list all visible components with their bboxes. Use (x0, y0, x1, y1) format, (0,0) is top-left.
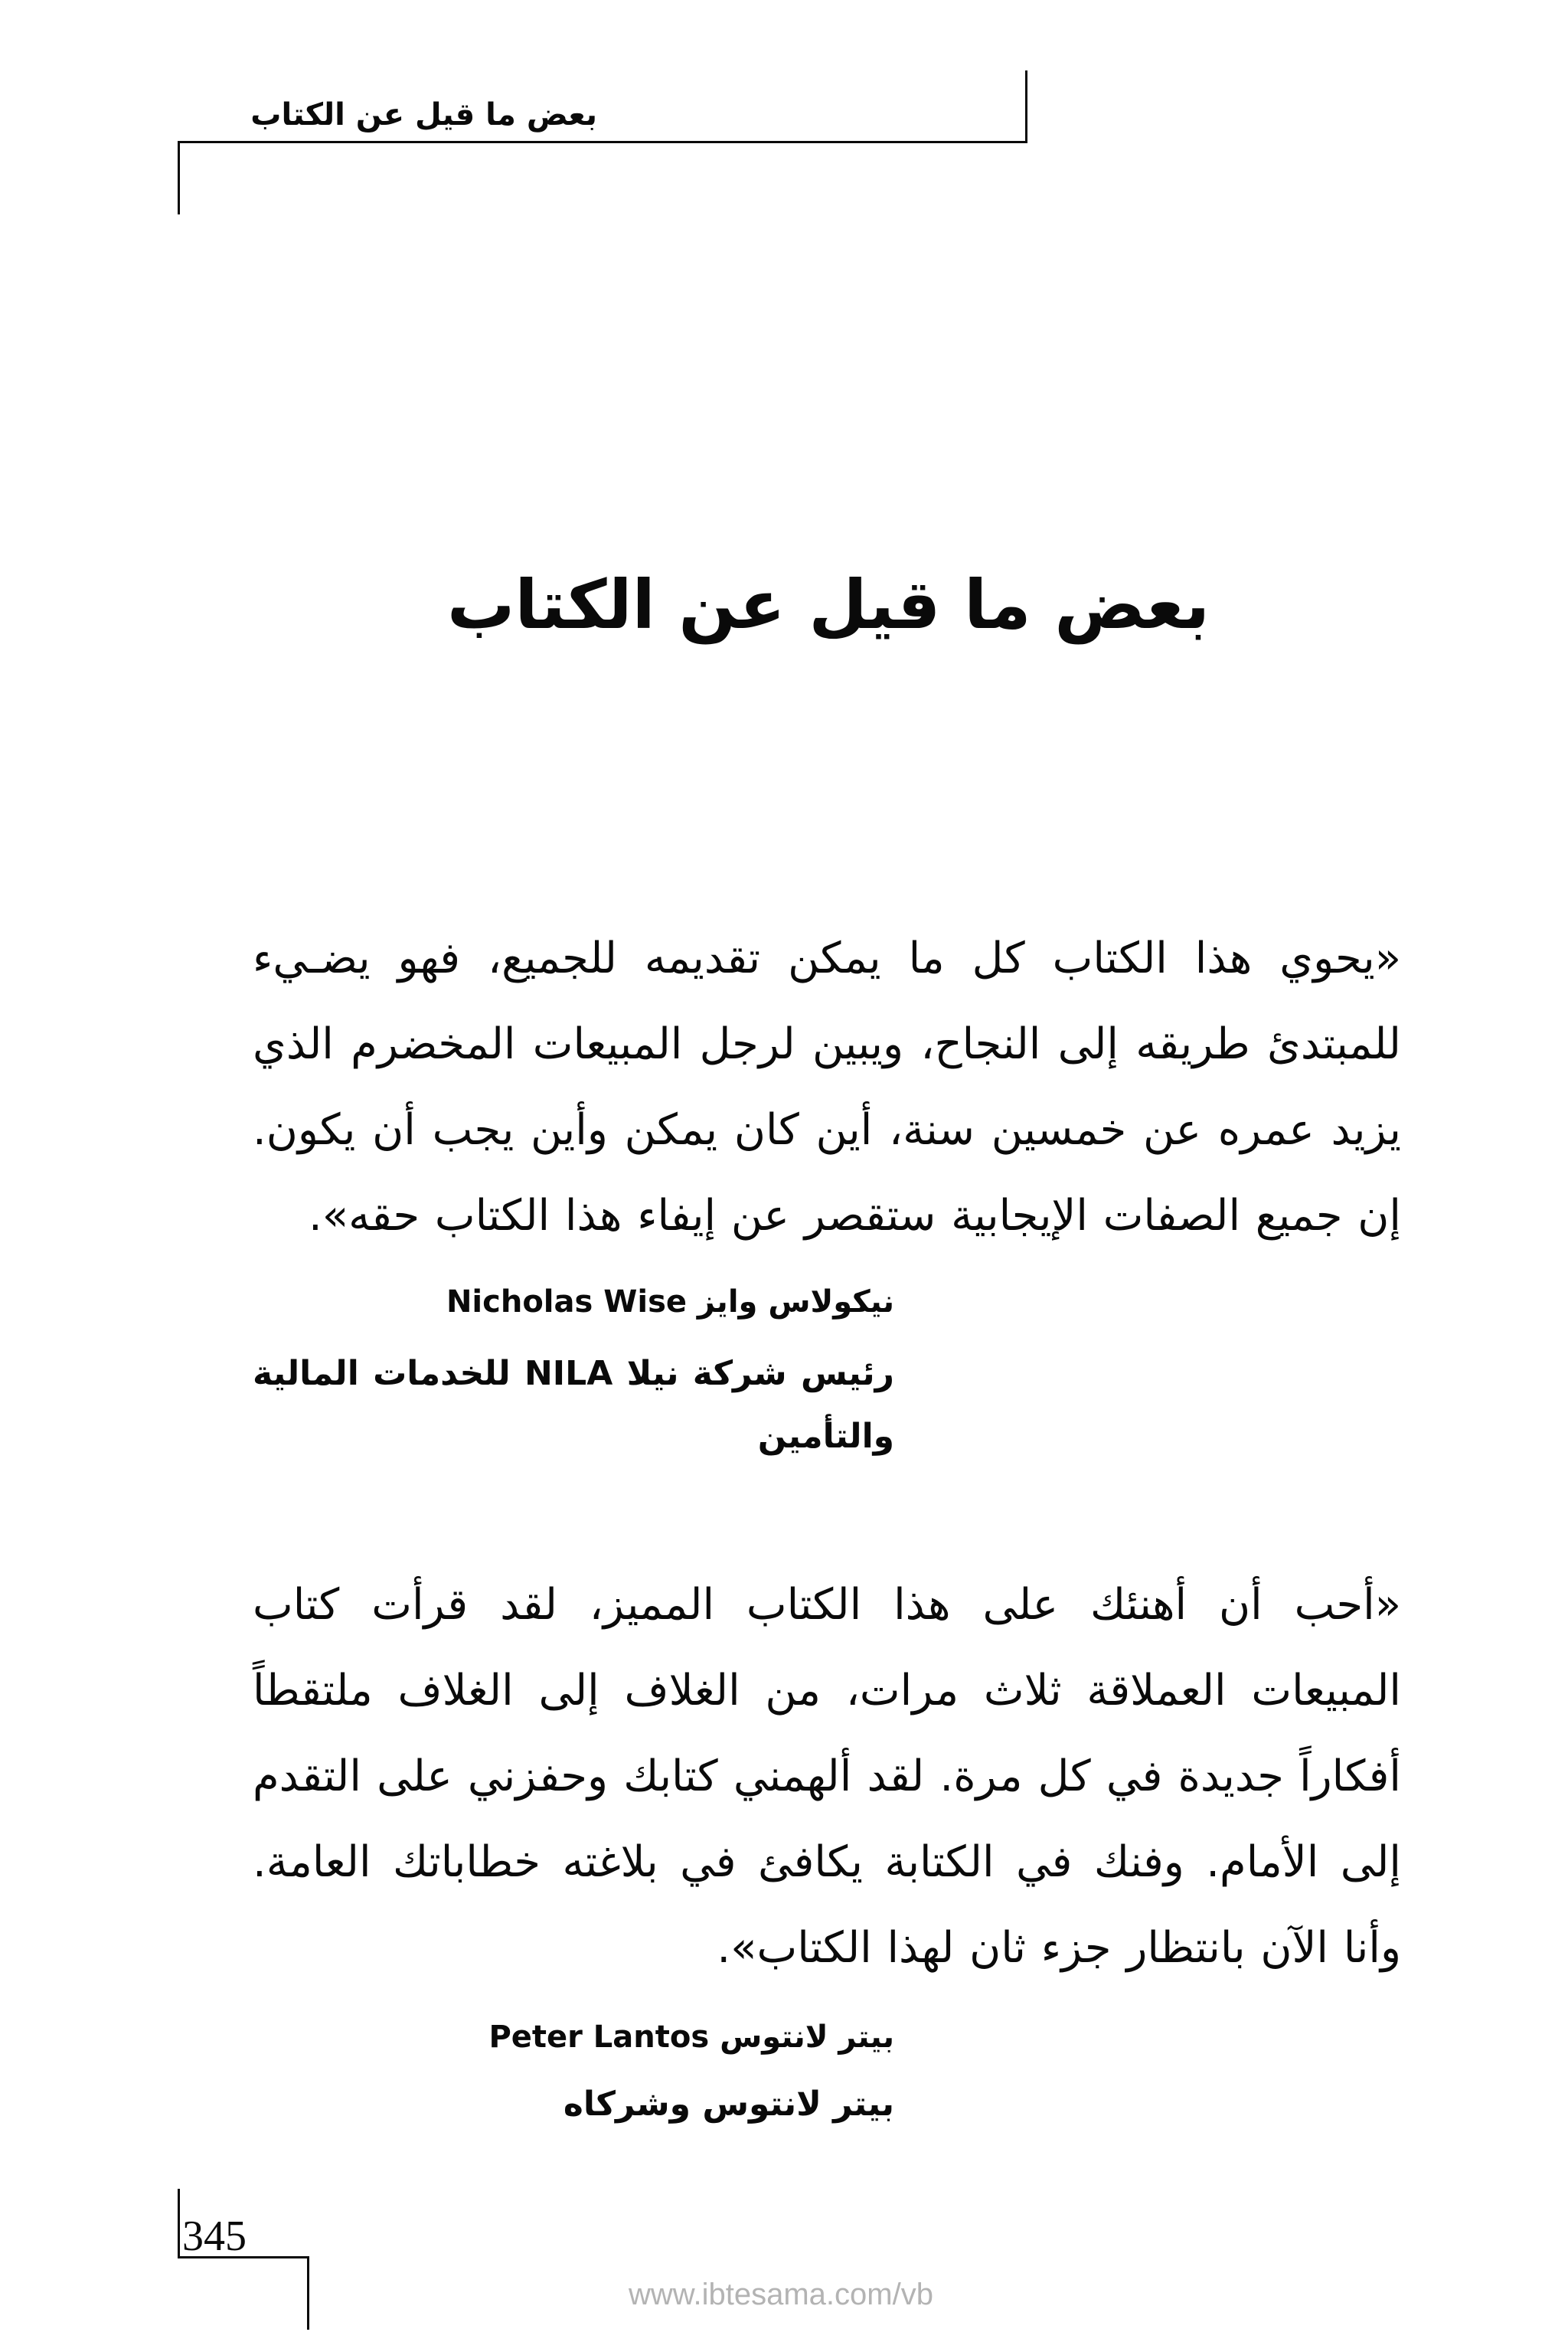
page-number: 345 (182, 2213, 247, 2260)
footer-rule-right-tick (307, 2256, 309, 2330)
header-rule-left-tick (178, 141, 180, 214)
testimonial-quote: «أحب أن أهنئك على هذا الكتاب المميز، لقد قرأت كتاب المبيعات العملاقة ثلاث مرات، من الغلاف إلى الغلاف ملتقطاً أفكاراً جديدة في كل مرة. لقد ألهمني كتابك وحفزني على التقدم إلى الأمام. وفنك في الكتابة يكافئ في بلاغته خطاباتك العامة. وأنا الآن بانتظار جزء ثان لهذا الكتاب». (253, 1580, 1401, 1973)
testimonial-author: بيتر لانتوس Peter Lantos (488, 2020, 894, 2055)
testimonial-author-role: بيتر لانتوس وشركاه (563, 2085, 894, 2124)
testimonial-quote: «يحوي هذا الكتاب كل ما يمكن تقديمه للجميع، فهو يضـيء للمبتدئ طريقه إلى النجاح، ويبين لرجل المبيعات المخضرم الذي يزيد عمره عن خمسين سنة، أين كان يمكن وأين يجب أن يكون. إن جميع الصفات الإيجابية ستقصر عن إيفاء هذا الكتاب حقه». (253, 934, 1401, 1241)
header-rule-right-tick (1025, 70, 1027, 143)
footer-rule-left-tick (178, 2189, 180, 2258)
testimonial-author-role: رئيس شركة نيلا NILA للخدمات المالية (253, 1354, 894, 1393)
header-rule-horizontal (178, 141, 1027, 143)
testimonial-author: نيكولاس وايز Nicholas Wise (446, 1284, 894, 1320)
testimonial-author-role-continued: والتأمين (757, 1417, 894, 1456)
running-header: بعض ما قيل عن الكتاب (250, 97, 597, 132)
watermark-link[interactable]: www.ibtesama.com/vb (629, 2278, 933, 2311)
chapter-title: بعض ما قيل عن الكتاب (446, 565, 1210, 644)
